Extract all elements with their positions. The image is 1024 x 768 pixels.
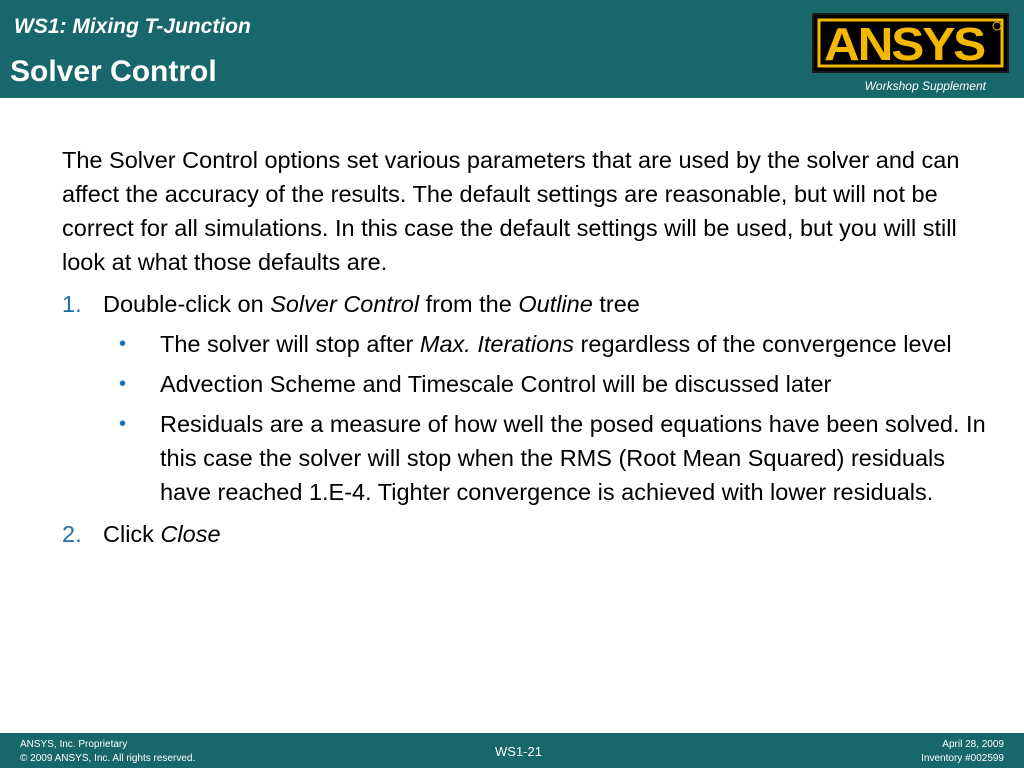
step-emphasis: Solver Control (270, 291, 420, 317)
step-text: tree (592, 291, 640, 317)
step-2 (62, 517, 1002, 551)
footer-bar (0, 733, 1024, 768)
bullet-item (62, 327, 1002, 361)
step-number: 2. (62, 521, 82, 547)
step-emphasis: Outline (518, 291, 593, 317)
slide-body (62, 143, 1002, 551)
step-text: from the (419, 291, 519, 317)
svg-text:ANSYS: ANSYS (824, 18, 985, 70)
ansys-logo (812, 13, 1009, 73)
ansys-logo-graphic (814, 15, 1007, 71)
intro-paragraph: The Solver Control options set various parameters that are used by the solver and can affect the accuracy of the results. The default settings are reasonable, but will not be correct for all simulations. In this case the default settings will be used, but you will still look at what those defaults are. (62, 147, 960, 275)
bullet-dot-icon: • (119, 373, 127, 395)
workshop-supplement-label: Workshop Supplement (864, 79, 986, 93)
page-number: WS1-21 (495, 744, 542, 759)
bullet-text: Residuals are a measure of how well the posed equations have been solved. In this case the solver will stop when the RMS (Root Mean Squared) residuals have reached 1.E-4. Tighter convergence is achieved with lower residuals. (160, 411, 986, 505)
step-emphasis: Close (160, 521, 221, 547)
copyright-label: © 2009 ANSYS, Inc. All rights reserved. (20, 753, 196, 764)
footer-inventory (921, 738, 1004, 766)
step-number: 1. (62, 291, 82, 317)
bullet-dot-icon: • (119, 333, 127, 355)
step-1 (62, 287, 1002, 321)
bullet-text: The solver will stop after (160, 331, 420, 357)
step-text: Click (103, 521, 161, 547)
inventory-label: Inventory #002599 (921, 753, 1004, 764)
workshop-subtitle: WS1: Mixing T-Junction (14, 15, 251, 38)
header-bar (0, 0, 1024, 98)
date-label: April 28, 2009 (942, 739, 1004, 750)
bullet-emphasis: Max. Iterations (419, 331, 575, 357)
bullet-dot-icon: • (119, 413, 127, 435)
footer-copyright (20, 738, 195, 766)
bullet-item (62, 367, 1002, 401)
proprietary-label: ANSYS, Inc. Proprietary (20, 739, 128, 750)
bullet-item (62, 407, 1002, 509)
bullet-text: Advection Scheme and Timescale Control will be discussed later (160, 371, 832, 397)
step-text: Double-click on (103, 291, 271, 317)
bullet-text: regardless of the convergence level (574, 331, 952, 357)
slide-title: Solver Control (10, 55, 217, 88)
